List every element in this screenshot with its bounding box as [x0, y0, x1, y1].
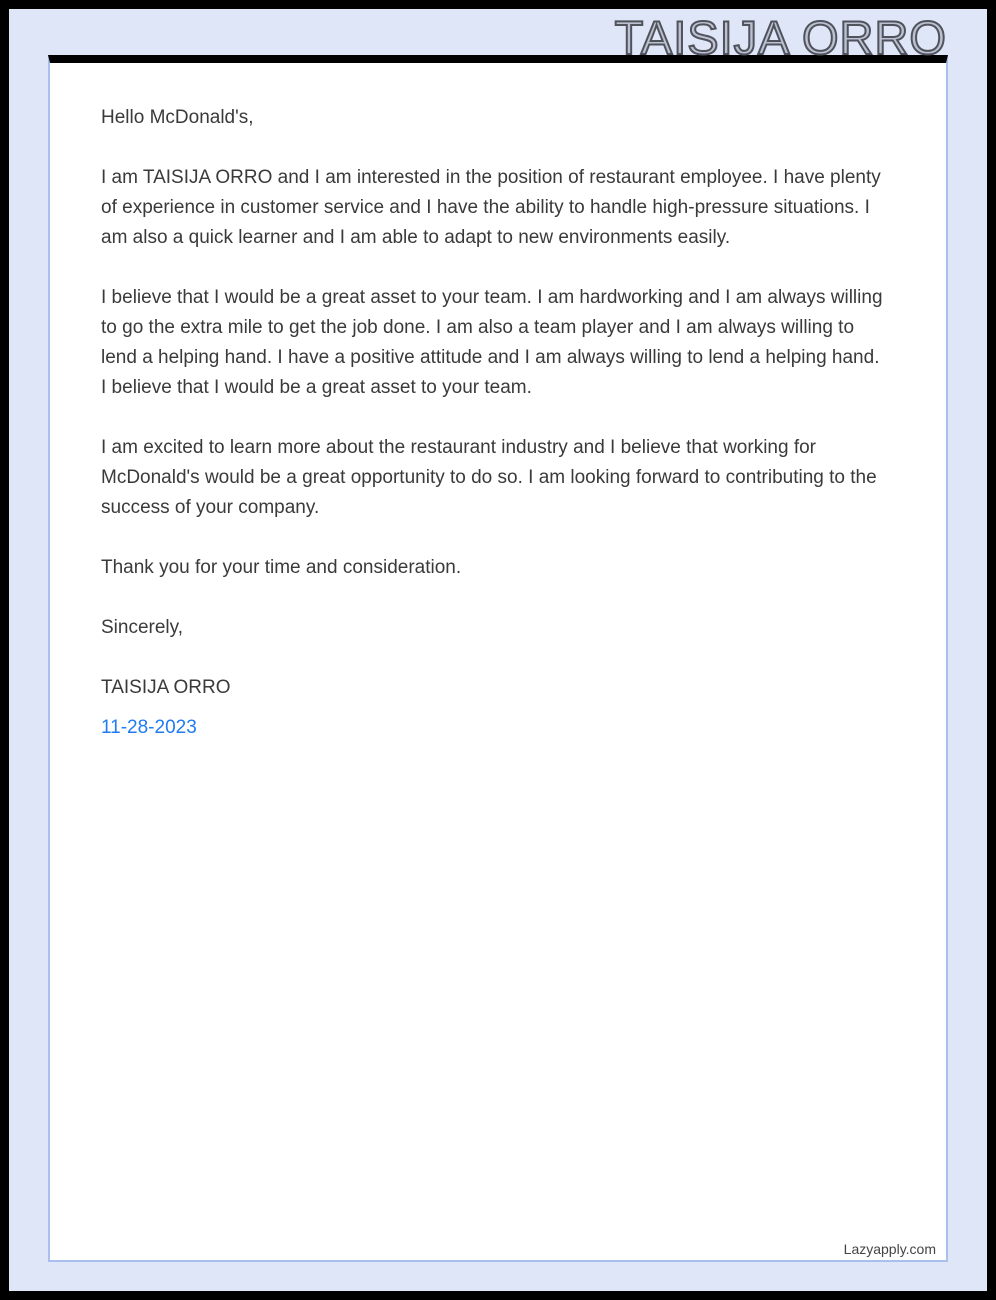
- paragraph-intro: I am TAISIJA ORRO and I am interested in the position of restaurant employee. I have plenty of experience in customer service and I have the ability to handle high-pressure situations. I am also a quick learner and I am able to adapt to new environments easily.: [101, 167, 881, 248]
- letter-body: [50, 63, 946, 1240]
- paragraph-motivation: I am excited to learn more about the restaurant industry and I believe that working for McDonald's would be a great opportunity to do so. I am looking forward to contributing to the success of your company.: [101, 437, 877, 518]
- header-band: [9, 9, 987, 64]
- date-text: 11-28-2023: [101, 717, 197, 738]
- letter-sheet: [48, 55, 948, 1262]
- footer-branding: Lazyapply.com: [843, 1241, 936, 1257]
- paragraph-strengths: I believe that I would be a great asset to your team. I am hardworking and I am always willing to go the extra mile to get the job done. I am also a team player and I am always willing to lend a helping hand. I have a positive attitude and I am always willing to lend a helping hand. I believe that I would be a great asset to your team.: [101, 287, 883, 398]
- closing-text: Sincerely,: [101, 617, 184, 638]
- thanks-text: Thank you for your time and consideration.: [101, 557, 462, 578]
- applicant-name-heading: TAISIJA ORRO: [614, 11, 947, 64]
- greeting-text: Hello McDonald's,: [101, 107, 254, 128]
- signature-text: TAISIJA ORRO: [101, 677, 231, 698]
